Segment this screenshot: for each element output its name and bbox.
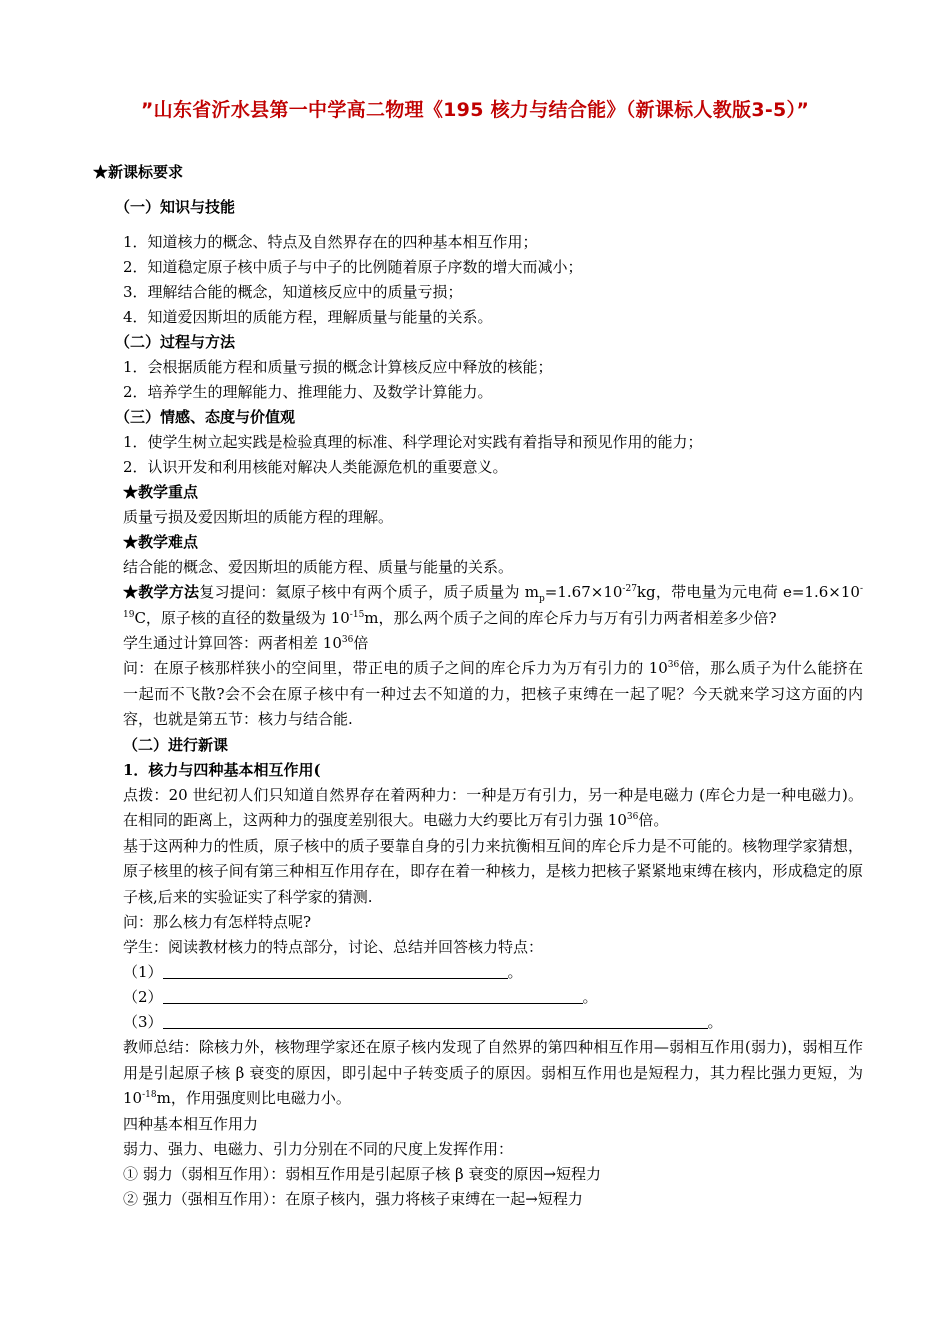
list-item: ① 弱力（弱相互作用）：弱相互作用是引起原子核 β 衰变的原因→短程力 xyxy=(123,1164,602,1183)
knowledge-heading: （一）知识与技能 xyxy=(115,198,236,216)
student-line: 学生：阅读教材核力的特点部分，讨论、总结并回答核力特点： xyxy=(123,938,544,956)
blank-line-2: （2） 。 xyxy=(123,988,598,1006)
difficulty-heading: ★教学难点 xyxy=(123,533,199,551)
key-point-text: 质量亏损及爱因斯坦的质能方程的理解。 xyxy=(123,508,394,526)
process-heading: （二）过程与方法 xyxy=(115,333,236,351)
list-item: 2．知道稳定原子核中质子与中子的比例随着原子序数的增大而减小； xyxy=(123,258,583,276)
blank-line-1: （1） 。 xyxy=(123,963,523,981)
knowledge-list xyxy=(123,230,863,330)
document-title: ”山东省沂水县第一中学高二物理《195 核力与结合能》（新课标人教版3-5）” xyxy=(140,99,810,121)
nuclear-force-subheading: 1．核力与四种基本相互作用( xyxy=(123,760,321,779)
list-item: 3．理解结合能的概念，知道核反应中的质量亏损； xyxy=(123,283,463,301)
requirements-heading: ★新课标要求 xyxy=(93,163,184,181)
answer-blank[interactable] xyxy=(163,989,583,1004)
list-item: 1．使学生树立起实践是检验真理的标准、科学理论对实践有着指导和预见作用的能力； xyxy=(123,433,703,451)
difficulty-text: 结合能的概念、爱因斯坦的质能方程、质量与能量的关系。 xyxy=(123,558,514,576)
blank-line-3: （3） 。 xyxy=(123,1013,723,1031)
list-item: 1．会根据质能方程和质量亏损的概念计算核反应中释放的核能； xyxy=(123,358,553,376)
list-item: 2．培养学生的理解能力、推理能力、及数学计算能力。 xyxy=(123,383,493,401)
student-answer: 学生通过计算回答：两者相差 $10^{36}$倍 xyxy=(123,634,369,652)
list-item: 1．知道核力的概念、特点及自然界存在的四种基本相互作用； xyxy=(123,233,538,251)
scales-line: 弱力、强力、电磁力、引力分别在不同的尺度上发挥作用： xyxy=(123,1139,514,1158)
new-lesson-heading: （二）进行新课 xyxy=(123,735,229,754)
answer-blank[interactable] xyxy=(163,964,508,979)
emotion-heading: （三）情感、态度与价值观 xyxy=(115,408,296,426)
method-heading: ★教学方法 xyxy=(123,583,200,601)
answer-blank[interactable] xyxy=(163,1014,708,1029)
key-point-heading: ★教学重点 xyxy=(123,483,199,501)
method-paragraph: ★教学方法复习提问：氦原子核中有两个质子，质子质量为 $m_p=1.67\times 10^{-27}kg$，带电量为元电荷 $e=1.6\times 10^{-19}C$，原子核的直径的数量级为 $10^{-15}m$，那么两个质子之间的库仑斥力与万有引力两者相差多少倍? xyxy=(123,583,863,627)
hint-paragraph: 点拨：20 世纪初人们只知道自然界存在着两种力：一种是万有引力，另一种是电磁力 (库仑力是一种电磁力)。在相同的距离上，这两种力的强度差别很大。电磁力大约要比万有引力强 $10^{36}$倍。 xyxy=(123,785,863,829)
hypothesis-paragraph: 基于这两种力的性质，原子核中的质子要靠自身的引力来抗衡相互间的库仑斥力是不可能的。核物理学家猜想，原子核里的核子间有第三种相互作用存在，即存在着一种核力，是核力把核子紧紧地束缚在核内，形成稳定的原子核,后来的实验证实了科学家的猜测. xyxy=(123,836,863,906)
list-item: ② 强力（强相互作用）：在原子核内，强力将核子束缚在一起→短程力 xyxy=(123,1189,583,1208)
document-body xyxy=(93,160,863,1212)
teacher-summary: 教师总结：除核力外，核物理学家还在原子核内发现了自然界的第四种相互作用—弱相互作用(弱力)，弱相互作用是引起原子核 β 衰变的原因，即引起中子转变质子的原因。弱相互作用也是短程力，其力程比强力更短，为 $10^{-18}m$，作用强度则比电磁力小。 xyxy=(123,1038,863,1107)
question-paragraph: 问：在原子核那样狭小的空间里，带正电的质子之间的库仑斥力为万有引力的 $10^{36}$倍，那么质子为什么能挤在一起而不飞散?会不会在原子核中有一种过去不知道的力，把核子束缚在一起了呢？今天就来学习这方面的内容，也就是第五节：核力与结合能. xyxy=(123,659,863,728)
list-item: 4．知道爱因斯坦的质能方程，理解质量与能量的关系。 xyxy=(123,308,493,326)
list-item: 2．认识开发和利用核能对解决人类能源危机的重要意义。 xyxy=(123,458,508,476)
four-forces-title: 四种基本相互作用力 xyxy=(123,1114,259,1133)
question-line: 问：那么核力有怎样特点呢? xyxy=(123,913,312,931)
